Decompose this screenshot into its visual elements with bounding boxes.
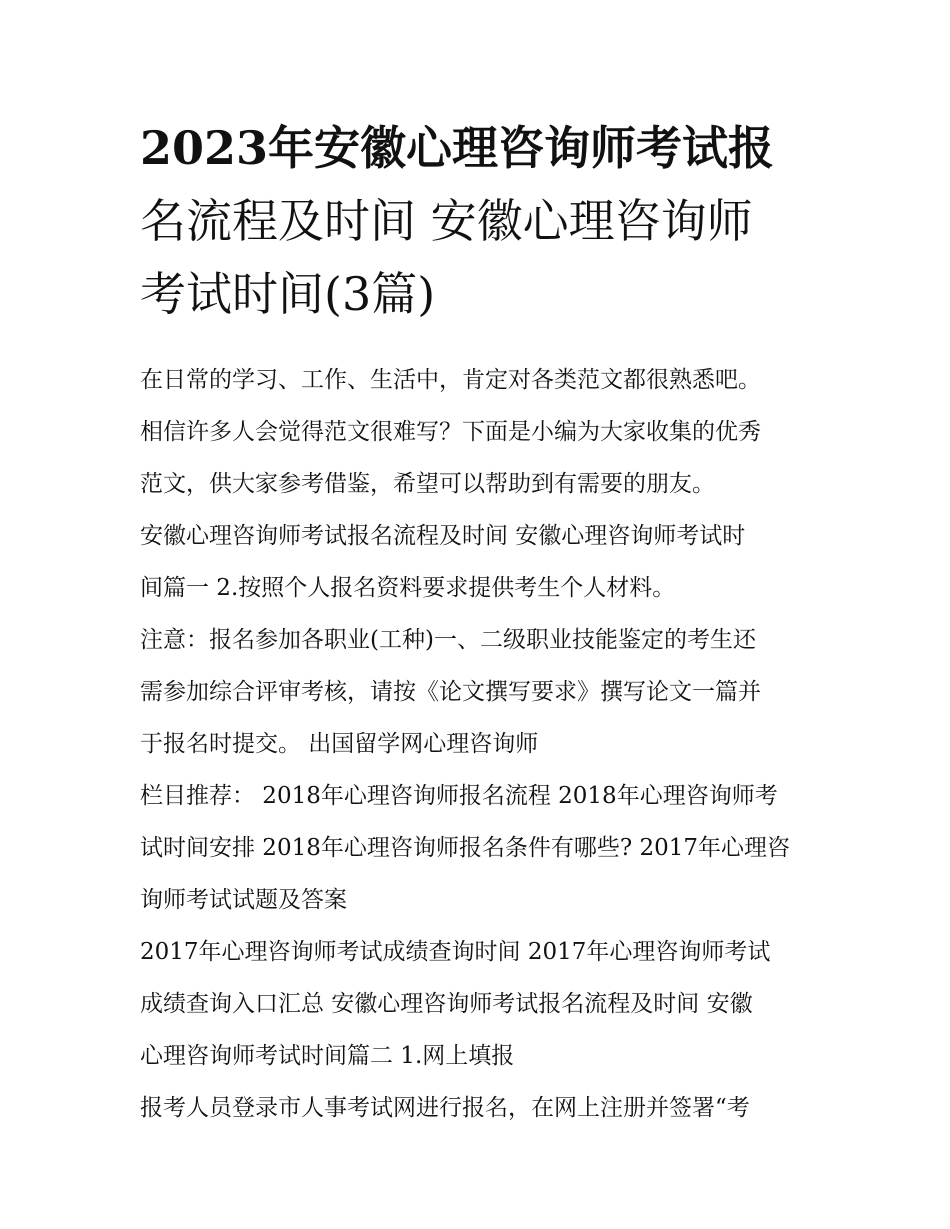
body-line: 安徽心理咨询师考试报名流程及时间 安徽心理咨询师考试时: [140, 523, 746, 549]
title-line-1: 2023年安徽心理咨询师考试报: [140, 121, 775, 175]
body-line: 试时间安排 2018年心理咨询师报名条件有哪些? 2017年心理咨: [140, 835, 791, 861]
body-line: 相信许多人会觉得范文很难写？下面是小编为大家收集的优秀: [140, 419, 761, 445]
body-line: 需参加综合评审考核，请按《论文撰写要求》撰写论文一篇并: [140, 679, 761, 705]
body-line: 注意：报名参加各职业(工种)一、二级职业技能鉴定的考生还: [140, 627, 756, 653]
body-line: 于报名时提交。 出国留学网心理咨询师: [140, 731, 539, 757]
body-line: 范文，供大家参考借鉴，希望可以帮助到有需要的朋友。: [140, 471, 715, 497]
body-line: 成绩查询入口汇总 安徽心理咨询师考试报名流程及时间 安徽: [140, 991, 753, 1017]
body-line: 栏目推荐： 2018年心理咨询师报名流程 2018年心理咨询师考: [140, 783, 778, 809]
body-line: 间篇一 2.按照个人报名资料要求提供考生个人材料。: [140, 575, 676, 601]
document-body: [140, 354, 830, 1134]
body-line: 心理咨询师考试时间篇二 1.网上填报: [140, 1043, 515, 1069]
body-line: 报考人员登录市人事考试网进行报名，在网上注册并签署“考: [140, 1095, 750, 1121]
document-title: [140, 112, 820, 331]
body-line: 2017年心理咨询师考试成绩查询时间 2017年心理咨询师考试: [140, 939, 771, 965]
body-line: 询师考试试题及答案: [140, 887, 347, 913]
title-line-2: 名流程及时间 安徽心理咨询师: [140, 194, 753, 248]
title-line-3: 考试时间(3篇): [140, 267, 436, 321]
body-line: 在日常的学习、工作、生活中，肯定对各类范文都很熟悉吧。: [140, 367, 761, 393]
